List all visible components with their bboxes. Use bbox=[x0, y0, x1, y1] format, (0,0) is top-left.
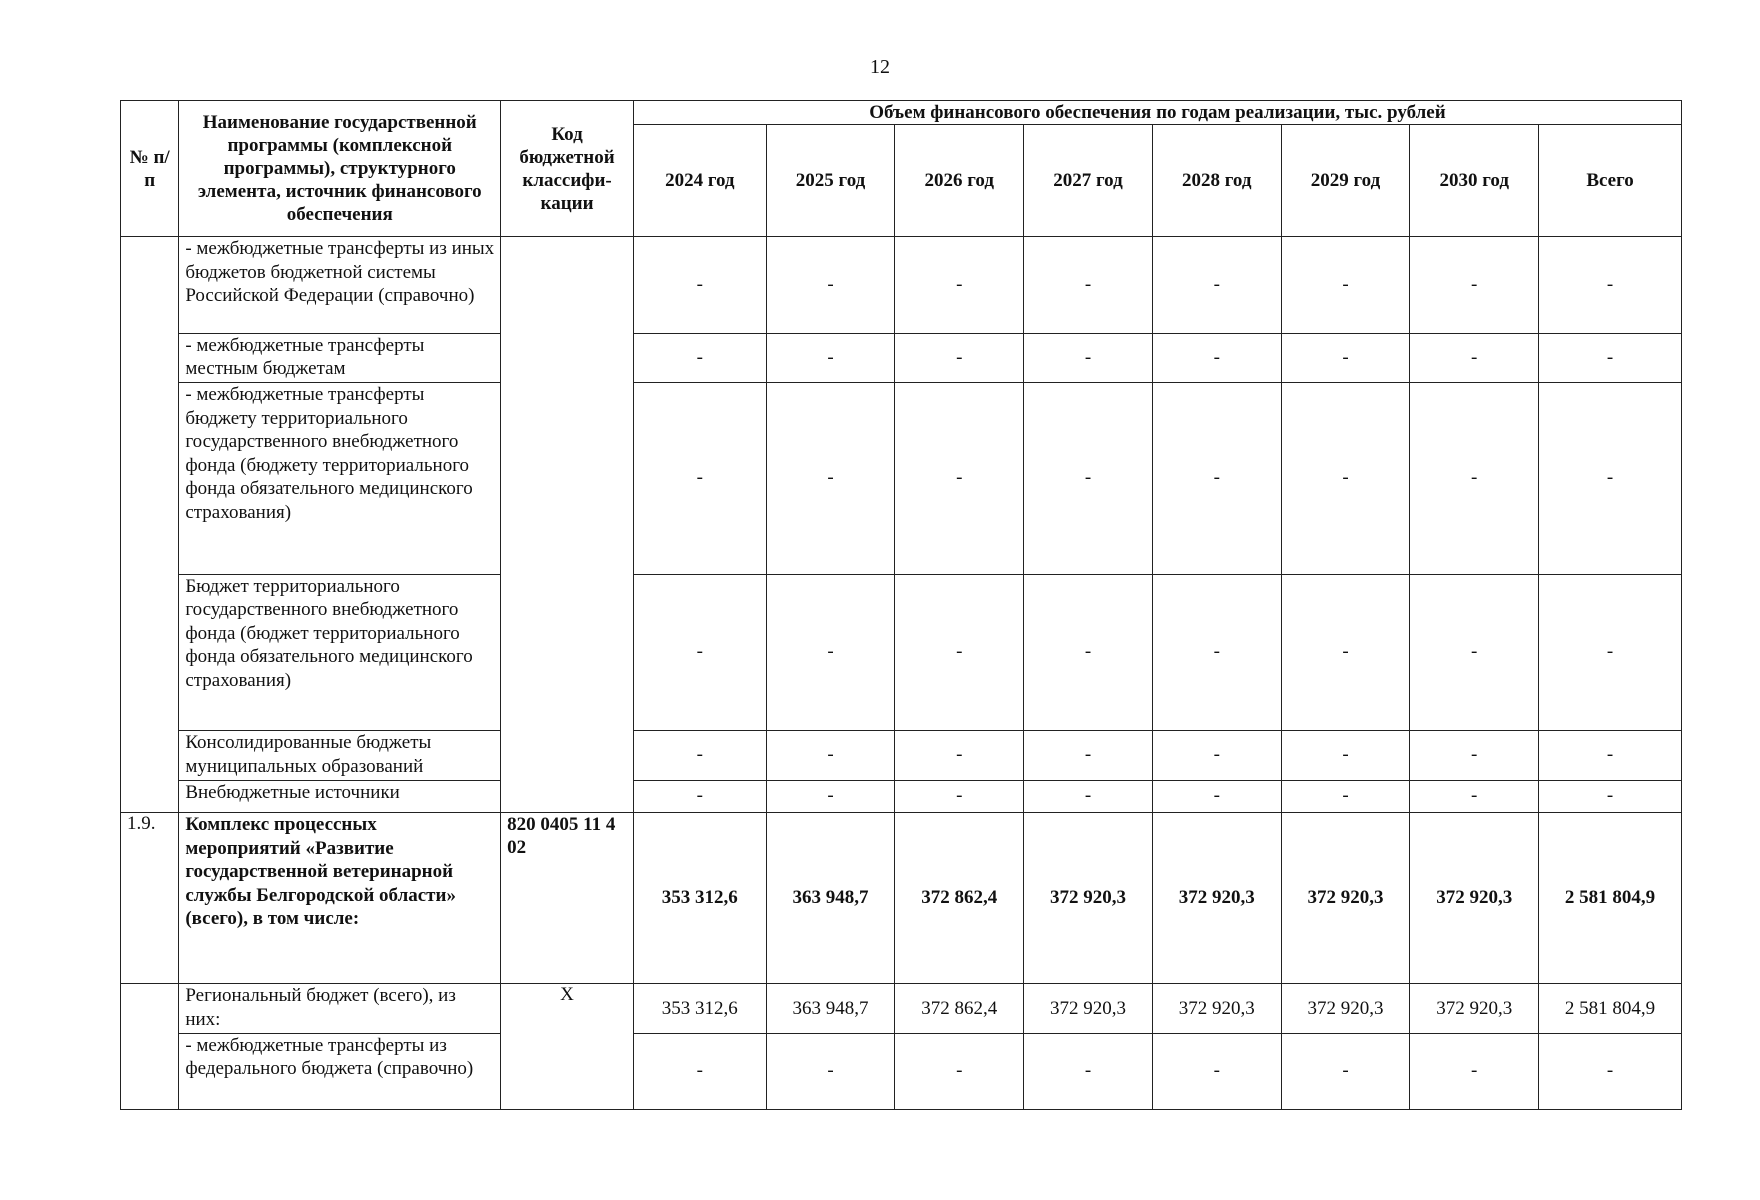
table-row bbox=[121, 731, 1682, 780]
header-year-2026: 2026 год bbox=[895, 125, 1024, 237]
value-cell: - bbox=[1281, 333, 1410, 382]
value-cell: - bbox=[1539, 731, 1682, 780]
value-cell: - bbox=[1024, 1033, 1153, 1109]
row-name: - межбюджетные трансферты из иных бюджетов бюджетной системы Российской Федерации (справочно) bbox=[179, 237, 501, 334]
value-cell: - bbox=[1281, 731, 1410, 780]
value-cell: - bbox=[1410, 574, 1539, 730]
value-cell: - bbox=[633, 780, 766, 813]
header-year-2030: 2030 год bbox=[1410, 125, 1539, 237]
header-year-2024: 2024 год bbox=[633, 125, 766, 237]
page-number: 12 bbox=[870, 56, 890, 78]
row-code: Х bbox=[501, 984, 634, 1110]
value-cell: - bbox=[1410, 731, 1539, 780]
row-code: 820 0405 11 4 02 bbox=[501, 813, 634, 984]
value-cell: - bbox=[1410, 333, 1539, 382]
value-cell: - bbox=[895, 780, 1024, 813]
row-name: - межбюджетные трансферты из федерального бюджета (справочно) bbox=[179, 1033, 501, 1109]
value-cell: - bbox=[1539, 237, 1682, 334]
value-cell: - bbox=[633, 333, 766, 382]
value-cell: 372 862,4 bbox=[895, 984, 1024, 1033]
header-code: Код бюджетной классифи-кации bbox=[501, 101, 634, 237]
value-cell: - bbox=[766, 333, 895, 382]
value-cell: 2 581 804,9 bbox=[1539, 984, 1682, 1033]
value-cell: - bbox=[1410, 780, 1539, 813]
value-cell: - bbox=[1539, 333, 1682, 382]
row-name: - межбюджетные трансферты бюджету территориального государственного внебюджетного фонда (бюджету территориального фонда обязательного медицинского страхования) bbox=[179, 383, 501, 574]
value-cell: - bbox=[1539, 1033, 1682, 1109]
value-cell: - bbox=[1152, 731, 1281, 780]
value-cell: - bbox=[766, 383, 895, 574]
value-cell: - bbox=[895, 731, 1024, 780]
value-cell: 363 948,7 bbox=[766, 813, 895, 984]
value-cell: - bbox=[766, 574, 895, 730]
value-cell: - bbox=[1024, 731, 1153, 780]
value-cell: - bbox=[1410, 237, 1539, 334]
value-cell: - bbox=[895, 1033, 1024, 1109]
value-cell: - bbox=[895, 383, 1024, 574]
value-cell: - bbox=[1152, 383, 1281, 574]
value-cell: - bbox=[633, 237, 766, 334]
row-number-cell bbox=[121, 237, 179, 813]
value-cell: - bbox=[766, 780, 895, 813]
table-row bbox=[121, 780, 1682, 813]
value-cell: - bbox=[1410, 1033, 1539, 1109]
header-name: Наименование государственной программы (комплексной программы), структурного элемента, источник финансового обеспечения bbox=[179, 101, 501, 237]
value-cell: 372 920,3 bbox=[1024, 813, 1153, 984]
table-row bbox=[121, 574, 1682, 730]
header-year-2028: 2028 год bbox=[1152, 125, 1281, 237]
value-cell: - bbox=[633, 574, 766, 730]
header-volume: Объем финансового обеспечения по годам реализации, тыс. рублей bbox=[633, 101, 1681, 125]
header-year-2027: 2027 год bbox=[1024, 125, 1153, 237]
value-cell: 372 920,3 bbox=[1152, 984, 1281, 1033]
table-row bbox=[121, 1033, 1682, 1109]
value-cell: - bbox=[1539, 383, 1682, 574]
budget-table bbox=[120, 100, 1682, 1110]
row-name: Комплекс процессных мероприятий «Развитие государственной ветеринарной службы Белгородской области» (всего), в том числе: bbox=[179, 813, 501, 984]
value-cell: - bbox=[1410, 383, 1539, 574]
value-cell: 372 862,4 bbox=[895, 813, 1024, 984]
table-row bbox=[121, 237, 1682, 334]
value-cell: 372 920,3 bbox=[1410, 984, 1539, 1033]
table-row bbox=[121, 813, 1682, 984]
value-cell: - bbox=[633, 383, 766, 574]
row-code-cell bbox=[501, 237, 634, 813]
value-cell: - bbox=[633, 731, 766, 780]
table-row bbox=[121, 383, 1682, 574]
value-cell: - bbox=[766, 731, 895, 780]
value-cell: 372 920,3 bbox=[1410, 813, 1539, 984]
row-name: Консолидированные бюджеты муниципальных образований bbox=[179, 731, 501, 780]
table-row bbox=[121, 984, 1682, 1033]
row-name: Внебюджетные источники bbox=[179, 780, 501, 813]
value-cell: - bbox=[766, 237, 895, 334]
value-cell: - bbox=[633, 1033, 766, 1109]
row-number: 1.9. bbox=[121, 813, 179, 984]
value-cell: - bbox=[895, 574, 1024, 730]
value-cell: - bbox=[1281, 237, 1410, 334]
value-cell: 372 920,3 bbox=[1152, 813, 1281, 984]
value-cell: - bbox=[1024, 333, 1153, 382]
value-cell: - bbox=[766, 1033, 895, 1109]
value-cell: - bbox=[1152, 1033, 1281, 1109]
value-cell: - bbox=[1281, 383, 1410, 574]
value-cell: - bbox=[1152, 237, 1281, 334]
value-cell: - bbox=[1152, 333, 1281, 382]
value-cell: - bbox=[1539, 574, 1682, 730]
value-cell: 372 920,3 bbox=[1024, 984, 1153, 1033]
value-cell: 353 312,6 bbox=[633, 984, 766, 1033]
header-total: Всего bbox=[1539, 125, 1682, 237]
table-row bbox=[121, 333, 1682, 382]
row-number-cell bbox=[121, 984, 179, 1110]
row-name: - межбюджетные трансферты местным бюджетам bbox=[179, 333, 501, 382]
row-name: Бюджет территориального государственного внебюджетного фонда (бюджет территориального фонда обязательного медицинского страхования) bbox=[179, 574, 501, 730]
value-cell: 372 920,3 bbox=[1281, 984, 1410, 1033]
value-cell: 2 581 804,9 bbox=[1539, 813, 1682, 984]
value-cell: 363 948,7 bbox=[766, 984, 895, 1033]
value-cell: 372 920,3 bbox=[1281, 813, 1410, 984]
row-name: Региональный бюджет (всего), из них: bbox=[179, 984, 501, 1033]
header-nn: № п/п bbox=[121, 101, 179, 237]
header-year-2025: 2025 год bbox=[766, 125, 895, 237]
value-cell: - bbox=[1024, 574, 1153, 730]
value-cell: - bbox=[1281, 1033, 1410, 1109]
value-cell: - bbox=[1024, 780, 1153, 813]
value-cell: - bbox=[895, 237, 1024, 334]
value-cell: - bbox=[1024, 383, 1153, 574]
value-cell: 353 312,6 bbox=[633, 813, 766, 984]
value-cell: - bbox=[1281, 780, 1410, 813]
value-cell: - bbox=[895, 333, 1024, 382]
value-cell: - bbox=[1152, 780, 1281, 813]
value-cell: - bbox=[1281, 574, 1410, 730]
value-cell: - bbox=[1152, 574, 1281, 730]
header-year-2029: 2029 год bbox=[1281, 125, 1410, 237]
value-cell: - bbox=[1539, 780, 1682, 813]
value-cell: - bbox=[1024, 237, 1153, 334]
